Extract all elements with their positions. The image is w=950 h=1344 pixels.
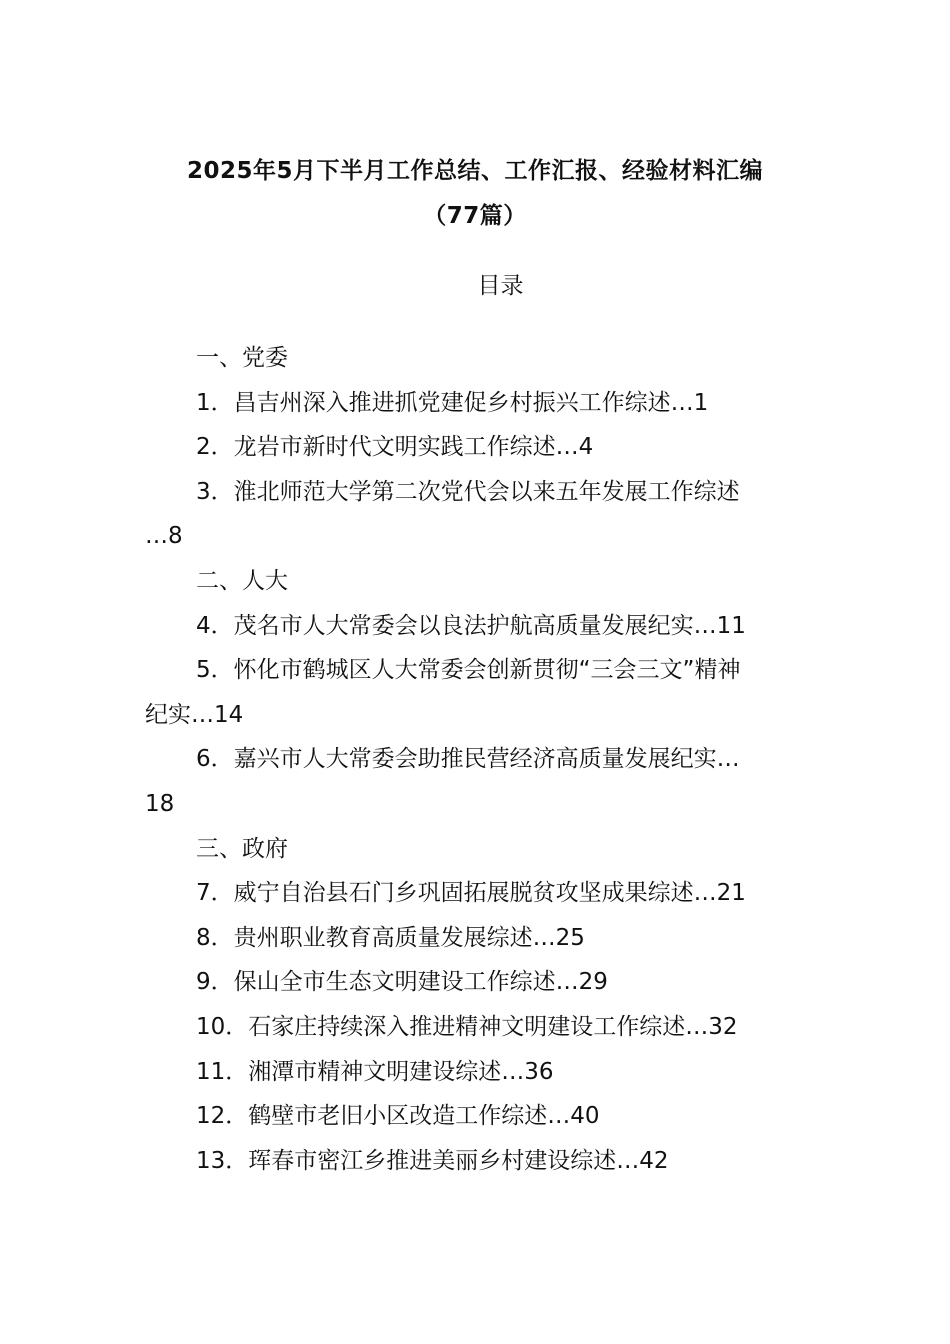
toc-item: 2．龙岩市新时代文明实践工作综述…4 [196, 434, 594, 461]
toc-item: 9．保山全市生态文明建设工作综述…29 [196, 969, 608, 996]
toc-section-government: 三、政府 [196, 835, 288, 862]
toc-item: 8．贵州职业教育高质量发展综述…25 [196, 924, 585, 951]
toc-item: 5．怀化市鹤城区人大常委会创新贯彻“三会三文”精神 [196, 657, 741, 684]
toc-item: 3．淮北师范大学第二次党代会以来五年发展工作综述 [196, 478, 740, 505]
toc-section-party: 一、党委 [196, 345, 288, 371]
toc-item: 11．湘潭市精神文明建设综述…36 [196, 1058, 554, 1085]
toc-item: 6．嘉兴市人大常委会助推民营经济高质量发展纪实… [196, 746, 740, 773]
toc-item: 1．昌吉州深入推进抓党建促乡村振兴工作综述…1 [196, 389, 709, 416]
toc-item: 7．威宁自治县石门乡巩固拓展脱贫攻坚成果综述…21 [196, 880, 746, 907]
toc-item-continuation: 纪实…14 [145, 701, 244, 728]
toc-heading: 目录 [477, 273, 524, 299]
table-of-contents [145, 336, 810, 1183]
document-title-count: （77篇） [423, 203, 527, 229]
toc-item: 10．石家庄持续深入推进精神文明建设工作综述…32 [196, 1013, 738, 1040]
document-title: 2025年5月下半月工作总结、工作汇报、经验材料汇编 [186, 158, 764, 184]
toc-item: 4．茂名市人大常委会以良法护航高质量发展纪实…11 [196, 612, 746, 639]
toc-item: 13．珲春市密江乡推进美丽乡村建设综述…42 [196, 1147, 669, 1174]
toc-item: 12．鹤壁市老旧小区改造工作综述…40 [196, 1103, 600, 1130]
toc-item-continuation: …8 [145, 523, 183, 550]
toc-section-congress: 二、人大 [196, 567, 288, 594]
toc-item-continuation: 18 [145, 790, 175, 817]
